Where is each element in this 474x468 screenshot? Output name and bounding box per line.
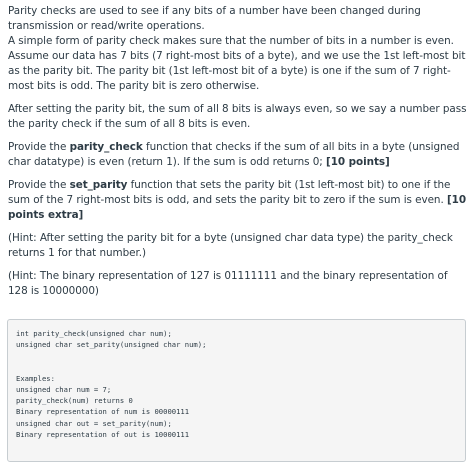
task-set-parity-pre: Provide the [8,179,70,191]
intro-paragraph-2: A simple form of parity check makes sure that the number of bits in a number is even. [8,35,454,47]
intro-paragraph-3: Assume our data has 7 bits (7 right-most bits of a byte), and we use the 1st left-most bit as the parity bit. The parity bit (1st left-most bit of a byte) is one if the sum of 7 right-most bits is odd. The parity bit is zero otherwise. [8,50,466,92]
task-set-parity-points: [10 points extra] [8,194,467,221]
intro-paragraph-1: Parity checks are used to see if any bits of a number have been changed during transmission or read/write operations. [8,5,421,32]
code-block [7,319,466,462]
hint-1: (Hint: After setting the parity bit for a byte (unsigned char data type) the parity_check returns 1 for that number.) [8,232,453,259]
task-set-parity-post: function that sets the parity bit (1st left-most bit) to one if the sum of the 7 right-most bits is odd, and sets the parity bit to zero if the sum is even. [8,179,451,206]
after-parity-paragraph: After setting the parity bit, the sum of all 8 bits is always even, so we say a number pass the parity check if the sum of all 8 bits is even. [8,103,467,130]
task-parity-check-points: [10 points] [326,156,390,168]
code-line-blank [16,362,457,373]
task-parity-check-pre: Provide the [8,141,70,153]
code-line-example-5: Binary representation of out is 10000111 [16,429,190,439]
task-parity-check-post: function that checks if the sum of all bits in a byte (unsigned char datatype) is even (return 1). If the sum is odd returns 0; [8,141,460,168]
task-set-parity [8,178,468,223]
task-set-parity-function-name: set_parity [69,179,128,191]
code-line-decl-parity-check: int parity_check(unsigned char num); [16,329,172,338]
code-line-blank [16,350,457,361]
task-parity-check-function-name: parity_check [69,141,143,153]
hint-2: (Hint: The binary representation of 127 is 01111111 and the binary representation of 128 is 10000000) [8,270,448,297]
code-line-example-3: Binary representation of num is 00000111 [16,407,190,417]
code-line-examples-label: Examples: [16,373,55,383]
code-line-example-2: parity_check(num) returns 0 [16,396,133,406]
code-line-decl-set-parity: unsigned char set_parity(unsigned char num); [16,340,207,350]
code-line-example-1: unsigned char num = 7; [16,384,112,394]
code-line-example-4: unsigned char out = set_parity(num); [16,418,172,428]
task-parity-check [8,140,468,170]
